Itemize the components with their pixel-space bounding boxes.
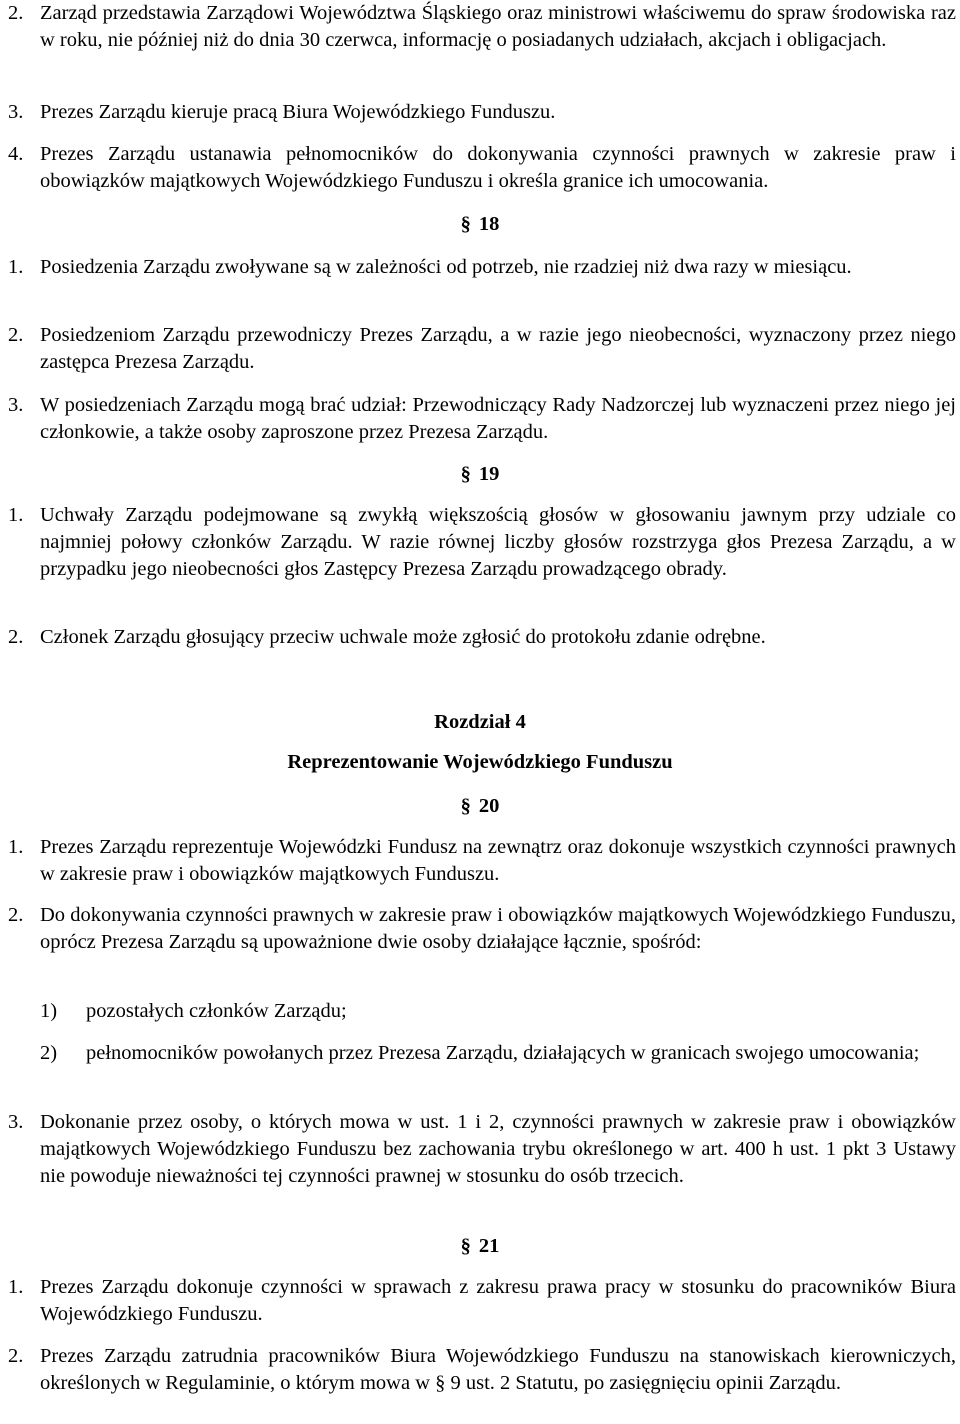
paragraph-item xyxy=(8,322,956,376)
paragraph-item xyxy=(8,502,956,583)
sub-list-item xyxy=(40,1040,956,1067)
item-number: 3. xyxy=(8,394,24,416)
section-heading-18 xyxy=(0,211,960,238)
item-number: 3. xyxy=(8,101,24,123)
item-number: 2. xyxy=(8,1345,24,1367)
paragraph-item xyxy=(8,99,956,126)
item-number: 2. xyxy=(8,904,24,926)
paragraph-item xyxy=(8,1109,956,1190)
sub-item-number: 1) xyxy=(40,1000,58,1022)
item-number: 1. xyxy=(8,836,24,858)
item-text: Zarząd przedstawia Zarządowi Województwa Śląskiego oraz ministrowi właściwemu do spraw środowiska raz w roku, nie później niż do dnia 30 czerwca, informację o posiadanych udziałach, akcjach i obligacjach. xyxy=(40,2,956,51)
paragraph-item xyxy=(8,392,956,446)
sub-item-text: pozostałych członków Zarządu; xyxy=(86,1000,347,1022)
item-number: 2. xyxy=(8,2,24,24)
sub-list-item xyxy=(40,998,956,1025)
item-text: W posiedzeniach Zarządu mogą brać udział: Przewodniczący Rady Nadzorczej lub wyznaczeni przez niego jej członkowie, a także osoby zaproszone przez Prezesa Zarządu. xyxy=(40,394,956,443)
item-text: Posiedzenia Zarządu zwoływane są w zależności od potrzeb, nie rzadziej niż dwa razy w miesiącu. xyxy=(40,256,852,278)
item-text: Prezes Zarządu ustanawia pełnomocników do dokonywania czynności prawnych w zakresie praw i obowiązków majątkowych Wojewódzkiego Funduszu i określa granice ich umocowania. xyxy=(40,143,956,192)
sub-item-number: 2) xyxy=(40,1042,58,1064)
item-number: 2. xyxy=(8,324,24,346)
section-symbol: § xyxy=(460,1235,471,1257)
section-symbol: § xyxy=(460,463,471,485)
chapter-subtitle: Reprezentowanie Wojewódzkiego Funduszu xyxy=(287,751,673,773)
item-text: Członek Zarządu głosujący przeciw uchwale może zgłosić do protokołu zdanie odrębne. xyxy=(40,626,766,648)
item-text: Uchwały Zarządu podejmowane są zwykłą większością głosów w głosowaniu jawnym przy udziale co najmniej połowy członków Zarządu. W razie równej liczby głosów rozstrzyga głos Prezesa Zarządu, a w przypadku jego nieobecności głos Zastępcy Prezesa Zarządu prowadzącego obrady. xyxy=(40,504,956,580)
paragraph-item xyxy=(8,1274,956,1328)
section-number: 21 xyxy=(478,1235,500,1257)
section-symbol: § xyxy=(460,213,471,235)
item-number: 1. xyxy=(8,256,24,278)
chapter-title: Rozdział 4 xyxy=(434,711,526,733)
section-heading-19 xyxy=(0,461,960,488)
item-text: Prezes Zarządu reprezentuje Wojewódzki Fundusz na zewnątrz oraz dokonuje wszystkich czynności prawnych w zakresie praw i obowiązków majątkowych Funduszu. xyxy=(40,836,956,885)
item-text: Prezes Zarządu zatrudnia pracowników Biura Wojewódzkiego Funduszu na stanowiskach kierowniczych, określonych w Regulaminie, o którym mowa w § 9 ust. 2 Statutu, po zasięgnięciu opinii Zarządu. xyxy=(40,1345,956,1394)
item-text: Do dokonywania czynności prawnych w zakresie praw i obowiązków majątkowych Wojewódzkiego Funduszu, oprócz Prezesa Zarządu są upoważnione dwie osoby działające łącznie, spośród: xyxy=(40,904,956,953)
section-heading-20 xyxy=(0,793,960,820)
paragraph-item xyxy=(8,0,956,54)
item-number: 1. xyxy=(8,504,24,526)
item-number: 2. xyxy=(8,626,24,648)
item-number: 1. xyxy=(8,1276,24,1298)
section-number: 19 xyxy=(478,463,500,485)
paragraph-item xyxy=(8,1343,956,1397)
section-symbol: § xyxy=(460,795,471,817)
paragraph-item xyxy=(8,254,956,281)
section-number: 20 xyxy=(478,795,500,817)
paragraph-item xyxy=(8,624,956,651)
paragraph-item xyxy=(8,902,956,956)
item-number: 4. xyxy=(8,143,24,165)
paragraph-item xyxy=(8,834,956,888)
section-number: 18 xyxy=(478,213,500,235)
item-text: Prezes Zarządu kieruje pracą Biura Wojewódzkiego Funduszu. xyxy=(40,101,556,123)
paragraph-item xyxy=(8,141,956,195)
sub-item-text: pełnomocników powołanych przez Prezesa Zarządu, działających w granicach swojego umocowania; xyxy=(86,1042,920,1064)
item-text: Posiedzeniom Zarządu przewodniczy Prezes Zarządu, a w razie jego nieobecności, wyznaczony przez niego zastępca Prezesa Zarządu. xyxy=(40,324,956,373)
item-text: Prezes Zarządu dokonuje czynności w sprawach z zakresu prawa pracy w stosunku do pracowników Biura Wojewódzkiego Funduszu. xyxy=(40,1276,956,1325)
item-number: 3. xyxy=(8,1111,24,1133)
section-heading-21 xyxy=(0,1233,960,1260)
item-text: Dokonanie przez osoby, o których mowa w ust. 1 i 2, czynności prawnych w zakresie praw i obowiązków majątkowych Wojewódzkiego Funduszu bez zachowania trybu określonego w art. 400 h ust. 1 pkt 3 Ustawy nie powoduje nieważności tej czynności prawnej w stosunku do osób trzecich. xyxy=(40,1111,956,1187)
